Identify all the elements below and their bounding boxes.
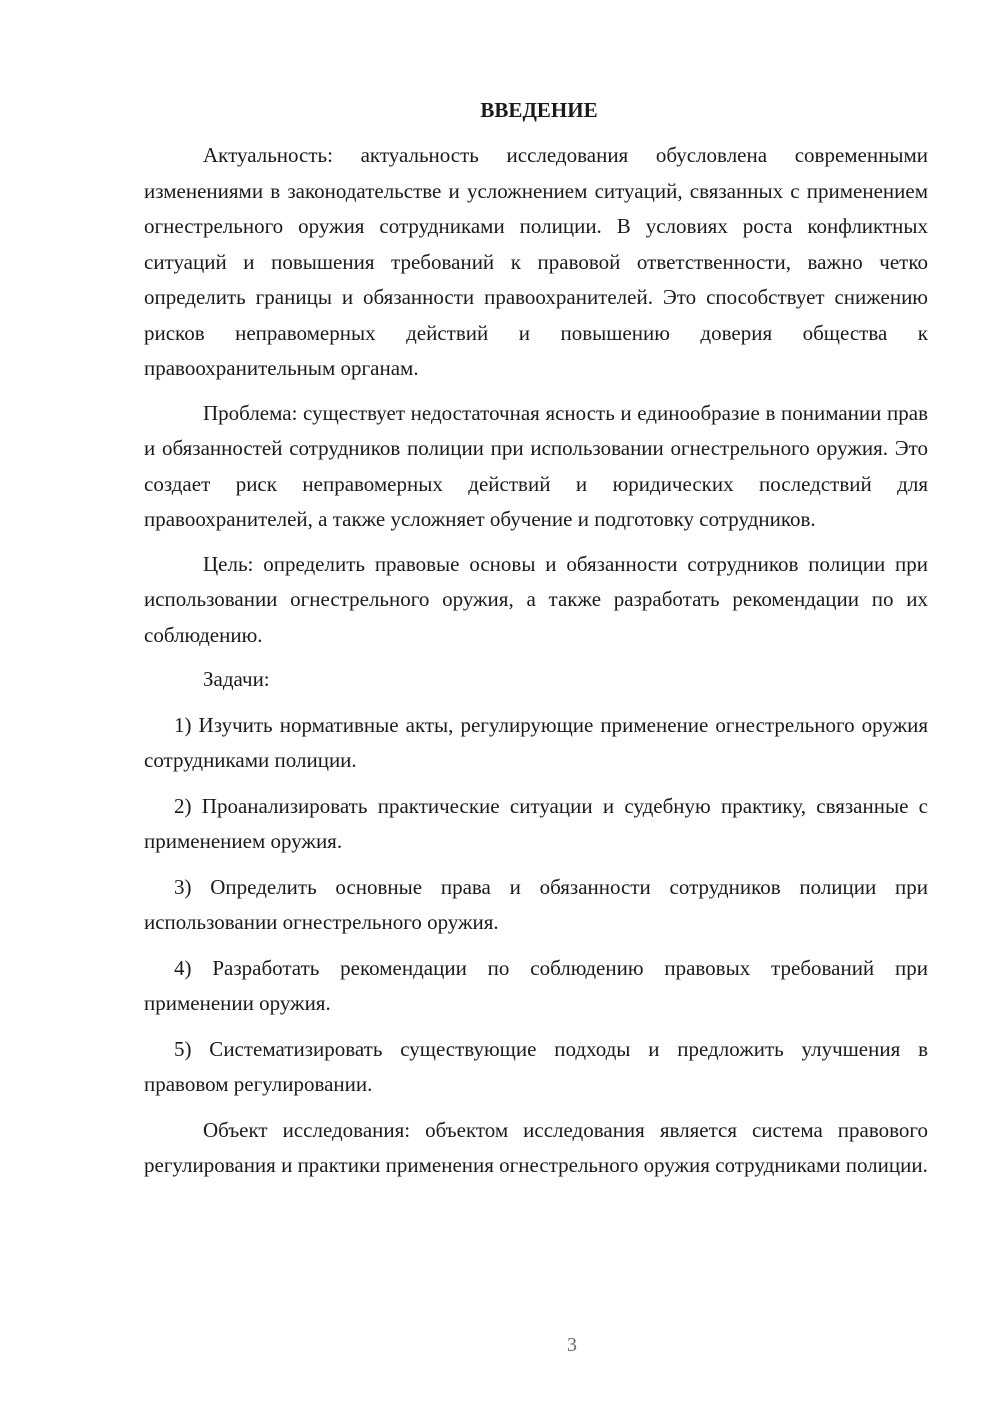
list-item-task-2: 2) Проанализировать практические ситуации и судебную практику, связанные с применением оружия. xyxy=(144,793,928,853)
tasks-list xyxy=(144,708,928,1103)
list-item-task-5: 5) Систематизировать существующие подходы и предложить улучшения в правовом регулировании. xyxy=(144,1036,928,1096)
tasks-heading: Задачи: xyxy=(203,667,270,691)
page-number: 3 xyxy=(567,1334,577,1356)
paragraph-relevance: Актуальность: актуальность исследования обусловлена современными изменениями в законодательстве и усложнением ситуаций, связанных с применением огнестрельного оружия сотрудниками полиции. В условиях роста конфликтных ситуаций и повышения требований к правовой ответственности, важно четко определить границы и обязанности правоохранителей. Это способствует снижению рисков неправомерных действий и повышению доверия общества к правоохранительным органам. xyxy=(144,143,928,380)
page-title: ВВЕДЕНИЕ xyxy=(480,98,598,122)
list-item-task-4: 4) Разработать рекомендации по соблюдению правовых требований при применении оружия. xyxy=(144,955,928,1015)
document-page xyxy=(144,92,928,1184)
paragraph-goal: Цель: определить правовые основы и обязанности сотрудников полиции при использовании огнестрельного оружия, а также разработать рекомендации по их соблюдению. xyxy=(144,551,928,647)
list-item-task-1: 1) Изучить нормативные акты, регулирующие применение огнестрельного оружия сотрудниками полиции. xyxy=(144,712,928,772)
paragraph-problem: Проблема: существует недостаточная ясность и единообразие в понимании прав и обязанностей сотрудников полиции при использовании огнестрельного оружия. Это создает риск неправомерных действий и юридических последствий для правоохранителей, а также усложняет обучение и подготовку сотрудников. xyxy=(144,400,928,531)
list-item-task-3: 3) Определить основные права и обязанности сотрудников полиции при использовании огнестрельного оружия. xyxy=(144,874,928,934)
paragraph-object: Объект исследования: объектом исследования является система правового регулирования и практики применения огнестрельного оружия сотрудниками полиции. xyxy=(144,1117,928,1177)
